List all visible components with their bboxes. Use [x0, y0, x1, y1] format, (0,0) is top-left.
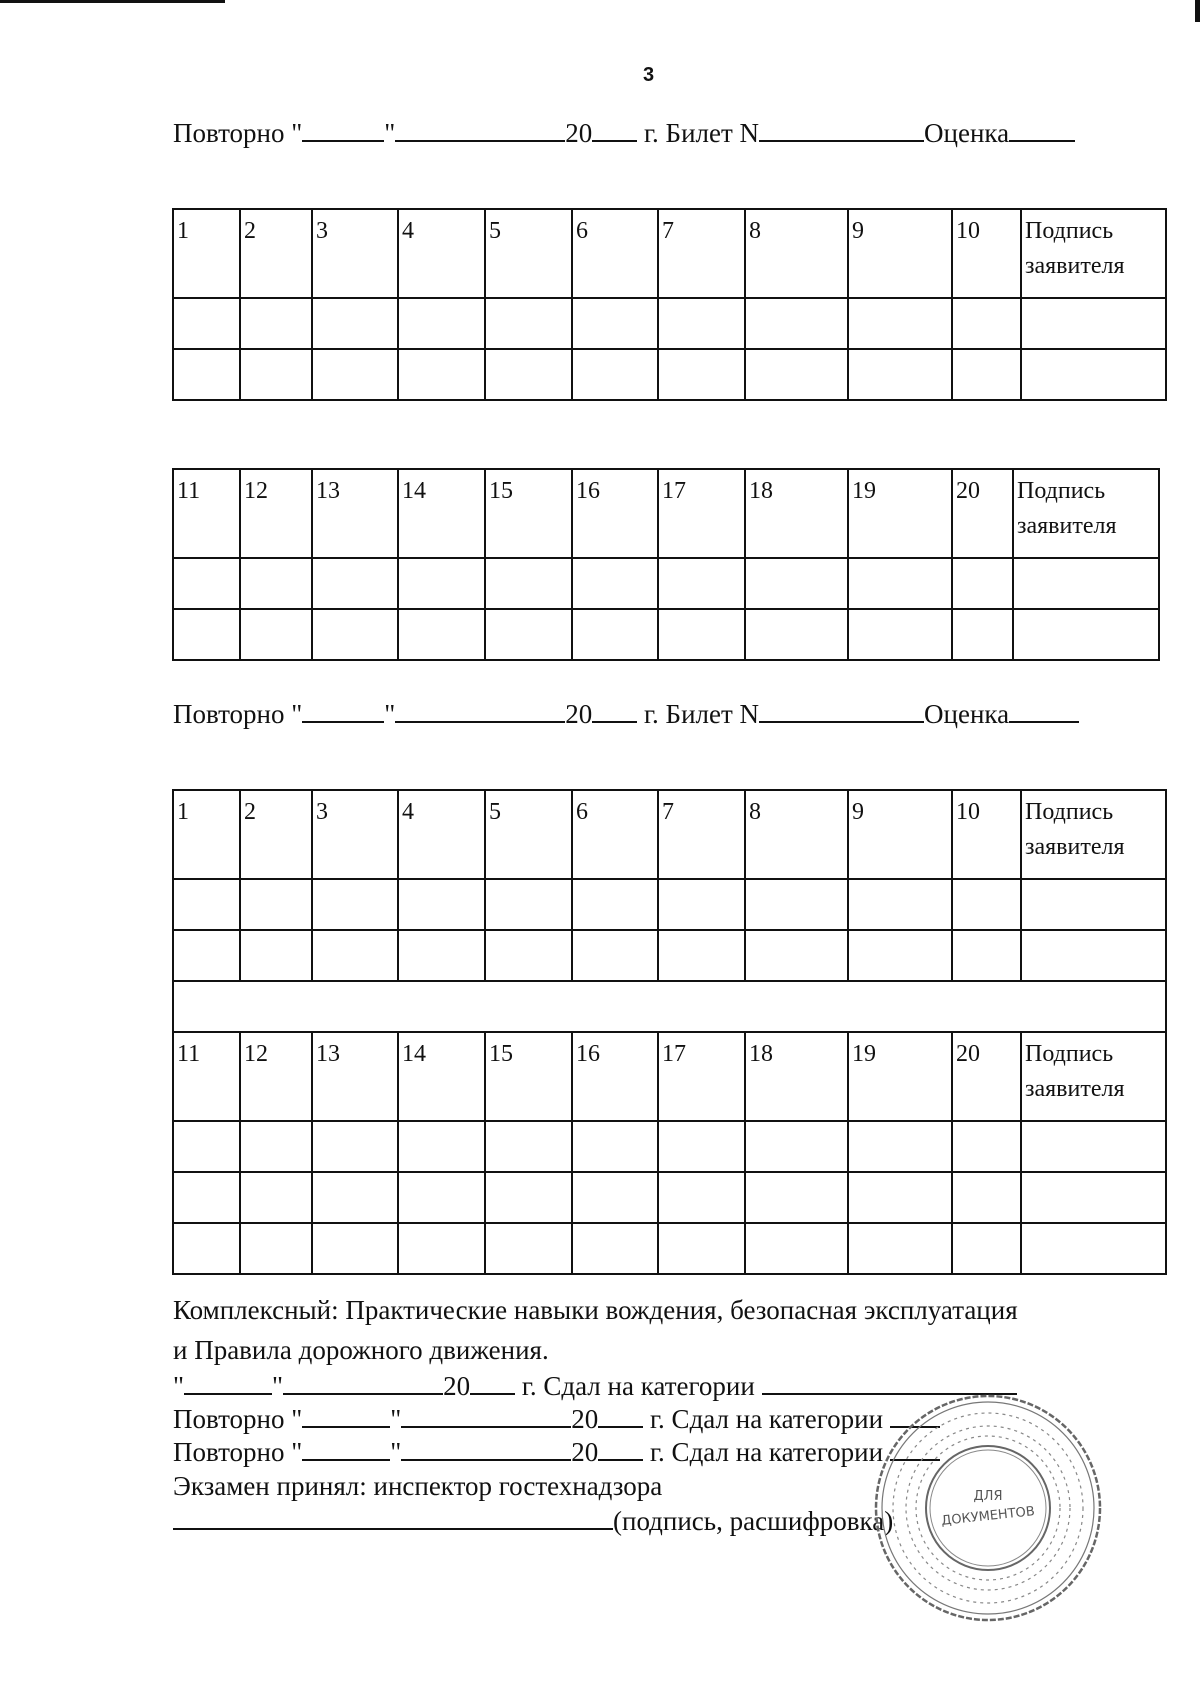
- answer-cell: [745, 298, 848, 349]
- answer-table-11-20: [172, 468, 1160, 661]
- answer-cell: [658, 298, 745, 349]
- signature-cell: [1013, 609, 1159, 660]
- answer-cell: [848, 609, 952, 660]
- day-blank: [302, 1439, 390, 1461]
- passed-category-label: г. Сдал на категории: [643, 1437, 890, 1467]
- answer-cell: [952, 1121, 1021, 1172]
- answer-cell: [572, 609, 658, 660]
- year-prefix: 20: [565, 699, 593, 729]
- year-blank: [592, 120, 637, 142]
- question-number: 7: [658, 209, 745, 298]
- question-number: 20: [952, 469, 1013, 558]
- answer-cell: [398, 1172, 485, 1223]
- answer-cell: [173, 558, 240, 609]
- question-number: 1: [173, 209, 240, 298]
- answer-cell: [658, 1121, 745, 1172]
- answer-table-combined: [172, 789, 1167, 1275]
- answer-cell: [658, 609, 745, 660]
- answer-cell: [848, 1223, 952, 1274]
- table-spacer-row: [173, 981, 1166, 1032]
- year-blank: [598, 1406, 643, 1428]
- grade-label: Оценка: [924, 699, 1010, 729]
- question-number: 11: [173, 469, 240, 558]
- answer-cell: [173, 1121, 240, 1172]
- question-number: 3: [312, 209, 398, 298]
- day-blank: [302, 701, 384, 723]
- answer-cell: [572, 1121, 658, 1172]
- applicant-signature-header: Подпись заявителя: [1021, 790, 1166, 879]
- answer-cell: [240, 1223, 312, 1274]
- answer-cell: [485, 879, 572, 930]
- month-blank: [395, 701, 565, 723]
- answer-cell: [952, 1223, 1021, 1274]
- signature-cell: [1021, 879, 1166, 930]
- answer-cell: [485, 298, 572, 349]
- passed-category-label: г. Сдал на категории: [643, 1404, 890, 1434]
- answer-cell: [952, 558, 1013, 609]
- year-blank: [592, 701, 637, 723]
- answer-cell: [173, 1223, 240, 1274]
- stamp-text-line-1: ДЛЯ: [973, 1489, 1003, 1504]
- date-close-quote: ": [390, 1404, 402, 1434]
- question-number: 12: [240, 1032, 312, 1121]
- answer-cell: [398, 349, 485, 400]
- question-number: 6: [572, 209, 658, 298]
- day-blank: [184, 1373, 272, 1395]
- answer-cell: [173, 1172, 240, 1223]
- signature-cell: [1021, 1172, 1166, 1223]
- year-prefix: 20: [571, 1437, 599, 1467]
- year-prefix: 20: [443, 1371, 471, 1401]
- answer-cell: [240, 609, 312, 660]
- answer-cell: [572, 1223, 658, 1274]
- question-number: 15: [485, 1032, 572, 1121]
- ticket-label: г. Билет N: [637, 699, 760, 729]
- answer-cell: [485, 1172, 572, 1223]
- grade-blank: [1009, 120, 1075, 142]
- answer-cell: [398, 298, 485, 349]
- applicant-signature-header: Подпись заявителя: [1021, 209, 1166, 298]
- question-number: 14: [398, 1032, 485, 1121]
- answer-cell: [745, 879, 848, 930]
- answer-cell: [312, 879, 398, 930]
- question-number: 19: [848, 1032, 952, 1121]
- signature-line: [173, 1508, 893, 1535]
- question-number: 2: [240, 209, 312, 298]
- answer-cell: [398, 1223, 485, 1274]
- signature-cell: [1013, 558, 1159, 609]
- official-stamp: [868, 1388, 1108, 1628]
- date-close-quote: ": [272, 1371, 284, 1401]
- answer-cell: [745, 1121, 848, 1172]
- answer-cell: [745, 609, 848, 660]
- year-prefix: 20: [571, 1404, 599, 1434]
- answer-cell: [398, 879, 485, 930]
- question-number: 2: [240, 790, 312, 879]
- grade-label: Оценка: [924, 118, 1010, 148]
- retake-prefix: Повторно ": [173, 699, 303, 729]
- answer-cell: [312, 558, 398, 609]
- answer-cell: [745, 558, 848, 609]
- answer-cell: [240, 930, 312, 981]
- question-number: 10: [952, 790, 1021, 879]
- month-blank: [283, 1373, 443, 1395]
- question-number: 1: [173, 790, 240, 879]
- answer-cell: [312, 609, 398, 660]
- scan-top-line: [0, 0, 225, 3]
- question-number: 15: [485, 469, 572, 558]
- signature-cell: [1021, 1223, 1166, 1274]
- signature-cell: [1021, 298, 1166, 349]
- ticket-label: г. Билет N: [637, 118, 760, 148]
- question-number: 11: [173, 1032, 240, 1121]
- question-number: 5: [485, 790, 572, 879]
- answer-cell: [848, 1172, 952, 1223]
- complex-exam-line-1: Комплексный: Практические навыки вождения, безопасная эксплуатация: [173, 1295, 1018, 1325]
- signature-cell: [1021, 1121, 1166, 1172]
- answer-cell: [240, 298, 312, 349]
- signature-cell: [1021, 349, 1166, 400]
- answer-cell: [745, 349, 848, 400]
- answer-cell: [848, 298, 952, 349]
- examiner-line: Экзамен принял: инспектор гостехнадзора: [173, 1471, 663, 1501]
- answer-cell: [952, 298, 1021, 349]
- answer-cell: [658, 1172, 745, 1223]
- answer-cell: [398, 558, 485, 609]
- answer-cell: [745, 1223, 848, 1274]
- question-number: 18: [745, 1032, 848, 1121]
- applicant-signature-header: Подпись заявителя: [1021, 1032, 1166, 1121]
- answer-cell: [485, 609, 572, 660]
- question-number: 17: [658, 1032, 745, 1121]
- answer-cell: [485, 1121, 572, 1172]
- question-number: 16: [572, 1032, 658, 1121]
- answer-cell: [173, 879, 240, 930]
- answer-cell: [312, 298, 398, 349]
- retake-quote: ": [384, 118, 396, 148]
- signature-caption: (подпись, расшифровка): [613, 1506, 894, 1536]
- answer-cell: [848, 930, 952, 981]
- question-number: 9: [848, 790, 952, 879]
- answer-cell: [658, 349, 745, 400]
- answer-cell: [398, 609, 485, 660]
- question-number: 3: [312, 790, 398, 879]
- answer-cell: [658, 1223, 745, 1274]
- answer-cell: [312, 1172, 398, 1223]
- answer-cell: [485, 558, 572, 609]
- question-number: 19: [848, 469, 952, 558]
- answer-cell: [658, 930, 745, 981]
- answer-cell: [572, 558, 658, 609]
- question-number: 14: [398, 469, 485, 558]
- answer-cell: [173, 609, 240, 660]
- answer-cell: [848, 1121, 952, 1172]
- scan-corner-mark: [1195, 0, 1200, 22]
- answer-cell: [312, 1223, 398, 1274]
- month-blank: [395, 120, 565, 142]
- retake-prefix: Повторно ": [173, 1404, 303, 1434]
- question-number: 12: [240, 469, 312, 558]
- day-blank: [302, 120, 384, 142]
- year-blank: [470, 1373, 515, 1395]
- question-number: 5: [485, 209, 572, 298]
- answer-cell: [240, 1172, 312, 1223]
- answer-cell: [658, 879, 745, 930]
- question-number: 9: [848, 209, 952, 298]
- answer-cell: [312, 349, 398, 400]
- answer-cell: [952, 930, 1021, 981]
- question-number: 13: [312, 469, 398, 558]
- passed-category-label: г. Сдал на категории: [515, 1371, 762, 1401]
- question-number: 6: [572, 790, 658, 879]
- question-number: 7: [658, 790, 745, 879]
- answer-table-1-10: [172, 208, 1167, 401]
- answer-cell: [485, 930, 572, 981]
- question-number: 13: [312, 1032, 398, 1121]
- passed-retake-line-1: [173, 1406, 940, 1433]
- question-number: 20: [952, 1032, 1021, 1121]
- answer-cell: [848, 558, 952, 609]
- answer-cell: [485, 349, 572, 400]
- date-close-quote: ": [390, 1437, 402, 1467]
- year-prefix: 20: [565, 118, 593, 148]
- answer-cell: [240, 1121, 312, 1172]
- retake-quote: ": [384, 699, 396, 729]
- answer-cell: [745, 1172, 848, 1223]
- retake-line-1: [173, 120, 1075, 147]
- answer-cell: [952, 1172, 1021, 1223]
- question-number: 17: [658, 469, 745, 558]
- answer-cell: [572, 1172, 658, 1223]
- question-number: 18: [745, 469, 848, 558]
- ticket-blank: [759, 120, 924, 142]
- applicant-signature-header: Подпись заявителя: [1013, 469, 1159, 558]
- answer-cell: [398, 930, 485, 981]
- question-number: 10: [952, 209, 1021, 298]
- answer-cell: [312, 930, 398, 981]
- page-number: 3: [643, 64, 655, 86]
- answer-cell: [952, 609, 1013, 660]
- answer-cell: [572, 298, 658, 349]
- retake-prefix: Повторно ": [173, 118, 303, 148]
- signature-cell: [1021, 930, 1166, 981]
- answer-cell: [658, 558, 745, 609]
- date-open-quote: ": [173, 1371, 185, 1401]
- answer-cell: [240, 558, 312, 609]
- year-blank: [598, 1439, 643, 1461]
- answer-cell: [745, 930, 848, 981]
- answer-cell: [173, 930, 240, 981]
- answer-cell: [952, 879, 1021, 930]
- answer-cell: [572, 349, 658, 400]
- answer-cell: [572, 930, 658, 981]
- complex-exam-line-2: и Правила дорожного движения.: [173, 1335, 549, 1365]
- month-blank: [401, 1406, 571, 1428]
- answer-cell: [848, 349, 952, 400]
- question-number: 8: [745, 209, 848, 298]
- answer-cell: [848, 879, 952, 930]
- answer-cell: [240, 879, 312, 930]
- question-number: 16: [572, 469, 658, 558]
- answer-cell: [952, 349, 1021, 400]
- answer-cell: [485, 1223, 572, 1274]
- passed-retake-line-2: [173, 1439, 940, 1466]
- grade-blank: [1009, 701, 1079, 723]
- answer-cell: [398, 1121, 485, 1172]
- answer-cell: [173, 298, 240, 349]
- month-blank: [401, 1439, 571, 1461]
- ticket-blank: [759, 701, 924, 723]
- answer-cell: [572, 879, 658, 930]
- question-number: 4: [398, 209, 485, 298]
- day-blank: [302, 1406, 390, 1428]
- stamp-text-line-2: ДОКУМЕНТОВ: [940, 1504, 1036, 1529]
- answer-cell: [312, 1121, 398, 1172]
- signature-blank: [173, 1508, 613, 1530]
- answer-cell: [173, 349, 240, 400]
- retake-line-2: [173, 701, 1079, 728]
- retake-prefix: Повторно ": [173, 1437, 303, 1467]
- answer-cell: [240, 349, 312, 400]
- question-number: 4: [398, 790, 485, 879]
- question-number: 8: [745, 790, 848, 879]
